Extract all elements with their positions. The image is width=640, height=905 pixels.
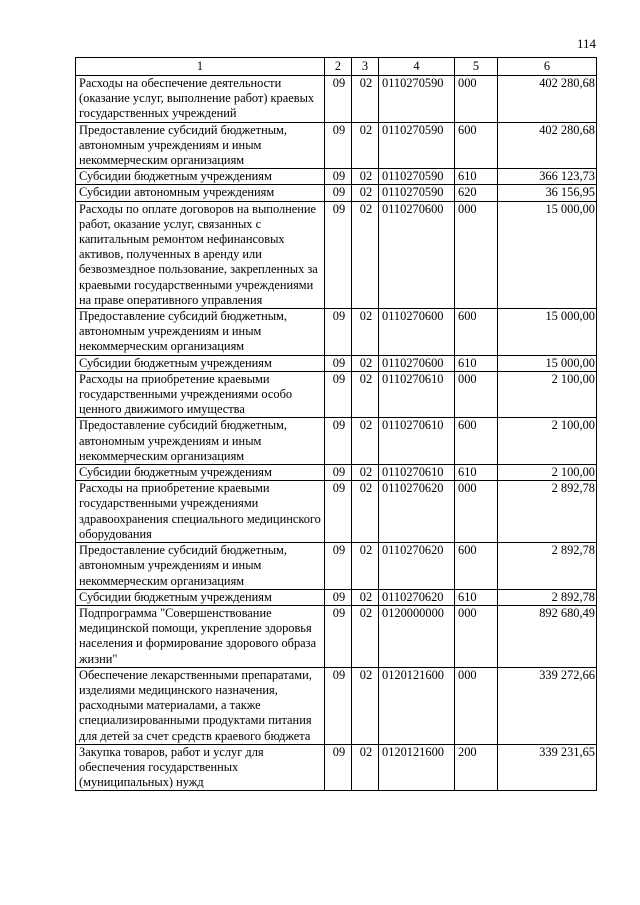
- row-amount: 339 272,66: [498, 667, 597, 744]
- row-csr: 0110270600: [379, 201, 455, 308]
- table-row: [76, 605, 597, 667]
- table-row: [76, 76, 597, 123]
- row-section: 09: [325, 589, 352, 605]
- row-csr: 0120121600: [379, 667, 455, 744]
- row-amount: 2 892,78: [498, 589, 597, 605]
- row-section: 09: [325, 465, 352, 481]
- row-subsection: 02: [352, 185, 379, 201]
- row-section: 09: [325, 744, 352, 791]
- row-name: Расходы по оплате договоров на выполнение работ, оказание услуг, связанных с капитальным ремонтом нефинансовых активов, полученных в аренду или безвозмездное пользование, закрепленных за краевыми государственными учреждениями на праве оперативного управления: [76, 201, 325, 308]
- row-name: Закупка товаров, работ и услуг для обеспечения государственных (муниципальных) нужд: [76, 744, 325, 791]
- row-vr: 610: [455, 589, 498, 605]
- row-amount: 366 123,73: [498, 169, 597, 185]
- row-name: Предоставление субсидий бюджетным, автономным учреждениям и иным некоммерческим организациям: [76, 418, 325, 465]
- row-name: Расходы на приобретение краевыми государственными учреждениями особо ценного движимого имущества: [76, 371, 325, 418]
- row-name: Субсидии бюджетным учреждениям: [76, 169, 325, 185]
- row-csr: 0120000000: [379, 605, 455, 667]
- row-csr: 0110270610: [379, 465, 455, 481]
- row-subsection: 02: [352, 169, 379, 185]
- row-csr: 0110270590: [379, 76, 455, 123]
- row-csr: 0110270590: [379, 122, 455, 169]
- row-section: 09: [325, 76, 352, 123]
- row-subsection: 02: [352, 543, 379, 590]
- row-name: Подпрограмма "Совершенствование медицинской помощи, укрепление здоровья населения и формирование здорового образа жизни": [76, 605, 325, 667]
- row-subsection: 02: [352, 465, 379, 481]
- row-section: 09: [325, 122, 352, 169]
- row-name: Расходы на обеспечение деятельности (оказание услуг, выполнение работ) краевых государственных учреждений: [76, 76, 325, 123]
- row-name: Субсидии автономным учреждениям: [76, 185, 325, 201]
- row-subsection: 02: [352, 589, 379, 605]
- table-row: [76, 481, 597, 543]
- row-vr: 600: [455, 418, 498, 465]
- row-name: Расходы на приобретение краевыми государственными учреждениями здравоохранения специального медицинского оборудования: [76, 481, 325, 543]
- row-name: Предоставление субсидий бюджетным, автономным учреждениям и иным некоммерческим организациям: [76, 122, 325, 169]
- table-row: [76, 122, 597, 169]
- row-subsection: 02: [352, 744, 379, 791]
- row-amount: 2 892,78: [498, 543, 597, 590]
- row-name: Предоставление субсидий бюджетным, автономным учреждениям и иным некоммерческим организациям: [76, 309, 325, 356]
- table-row: [76, 309, 597, 356]
- row-amount: 2 100,00: [498, 465, 597, 481]
- row-amount: 15 000,00: [498, 355, 597, 371]
- row-csr: 0110270590: [379, 169, 455, 185]
- row-vr: 610: [455, 355, 498, 371]
- row-section: 09: [325, 201, 352, 308]
- row-csr: 0110270590: [379, 185, 455, 201]
- row-amount: 15 000,00: [498, 309, 597, 356]
- row-vr: 000: [455, 371, 498, 418]
- row-section: 09: [325, 605, 352, 667]
- header-vr: 5: [455, 58, 498, 76]
- budget-table: [75, 57, 597, 791]
- row-name: Обеспечение лекарственными препаратами, изделиями медицинского назначения, расходными материалами, а также специализированными продуктами питания для детей за счет средств краевого бюджета: [76, 667, 325, 744]
- row-vr: 200: [455, 744, 498, 791]
- row-subsection: 02: [352, 418, 379, 465]
- row-vr: 600: [455, 309, 498, 356]
- row-vr: 000: [455, 201, 498, 308]
- row-section: 09: [325, 418, 352, 465]
- row-vr: 610: [455, 465, 498, 481]
- row-subsection: 02: [352, 371, 379, 418]
- row-subsection: 02: [352, 122, 379, 169]
- row-amount: 36 156,95: [498, 185, 597, 201]
- page-number: 114: [576, 36, 596, 51]
- row-name: Предоставление субсидий бюджетным, автономным учреждениям и иным некоммерческим организациям: [76, 543, 325, 590]
- row-vr: 600: [455, 122, 498, 169]
- row-amount: 402 280,68: [498, 76, 597, 123]
- row-name: Субсидии бюджетным учреждениям: [76, 355, 325, 371]
- row-csr: 0110270610: [379, 371, 455, 418]
- header-section: 2: [325, 58, 352, 76]
- row-csr: 0110270620: [379, 543, 455, 590]
- table-row: [76, 371, 597, 418]
- row-section: 09: [325, 543, 352, 590]
- row-section: 09: [325, 169, 352, 185]
- row-csr: 0110270600: [379, 309, 455, 356]
- row-subsection: 02: [352, 309, 379, 356]
- row-amount: 339 231,65: [498, 744, 597, 791]
- table-row: [76, 465, 597, 481]
- header-subsection: 3: [352, 58, 379, 76]
- row-section: 09: [325, 371, 352, 418]
- row-vr: 620: [455, 185, 498, 201]
- table-row: [76, 667, 597, 744]
- row-subsection: 02: [352, 76, 379, 123]
- table-row: [76, 589, 597, 605]
- row-name: Субсидии бюджетным учреждениям: [76, 589, 325, 605]
- row-csr: 0110270610: [379, 418, 455, 465]
- table-header-row: [76, 58, 597, 76]
- row-csr: 0110270600: [379, 355, 455, 371]
- table-row: [76, 169, 597, 185]
- row-subsection: 02: [352, 605, 379, 667]
- row-subsection: 02: [352, 667, 379, 744]
- row-vr: 000: [455, 76, 498, 123]
- table-row: [76, 185, 597, 201]
- row-section: 09: [325, 355, 352, 371]
- table-row: [76, 418, 597, 465]
- header-amount: 6: [498, 58, 597, 76]
- row-subsection: 02: [352, 201, 379, 308]
- row-section: 09: [325, 667, 352, 744]
- row-csr: 0110270620: [379, 481, 455, 543]
- row-amount: 402 280,68: [498, 122, 597, 169]
- header-csr: 4: [379, 58, 455, 76]
- row-name: Субсидии бюджетным учреждениям: [76, 465, 325, 481]
- row-amount: 2 892,78: [498, 481, 597, 543]
- table-row: [76, 355, 597, 371]
- row-vr: 000: [455, 481, 498, 543]
- header-name: 1: [76, 58, 325, 76]
- row-section: 09: [325, 185, 352, 201]
- table-row: [76, 543, 597, 590]
- row-amount: 15 000,00: [498, 201, 597, 308]
- row-csr: 0110270620: [379, 589, 455, 605]
- row-subsection: 02: [352, 481, 379, 543]
- table-row: [76, 744, 597, 791]
- row-amount: 2 100,00: [498, 371, 597, 418]
- row-csr: 0120121600: [379, 744, 455, 791]
- table-row: [76, 201, 597, 308]
- row-vr: 000: [455, 667, 498, 744]
- row-section: 09: [325, 481, 352, 543]
- row-vr: 000: [455, 605, 498, 667]
- row-amount: 2 100,00: [498, 418, 597, 465]
- row-subsection: 02: [352, 355, 379, 371]
- row-section: 09: [325, 309, 352, 356]
- row-vr: 610: [455, 169, 498, 185]
- row-amount: 892 680,49: [498, 605, 597, 667]
- row-vr: 600: [455, 543, 498, 590]
